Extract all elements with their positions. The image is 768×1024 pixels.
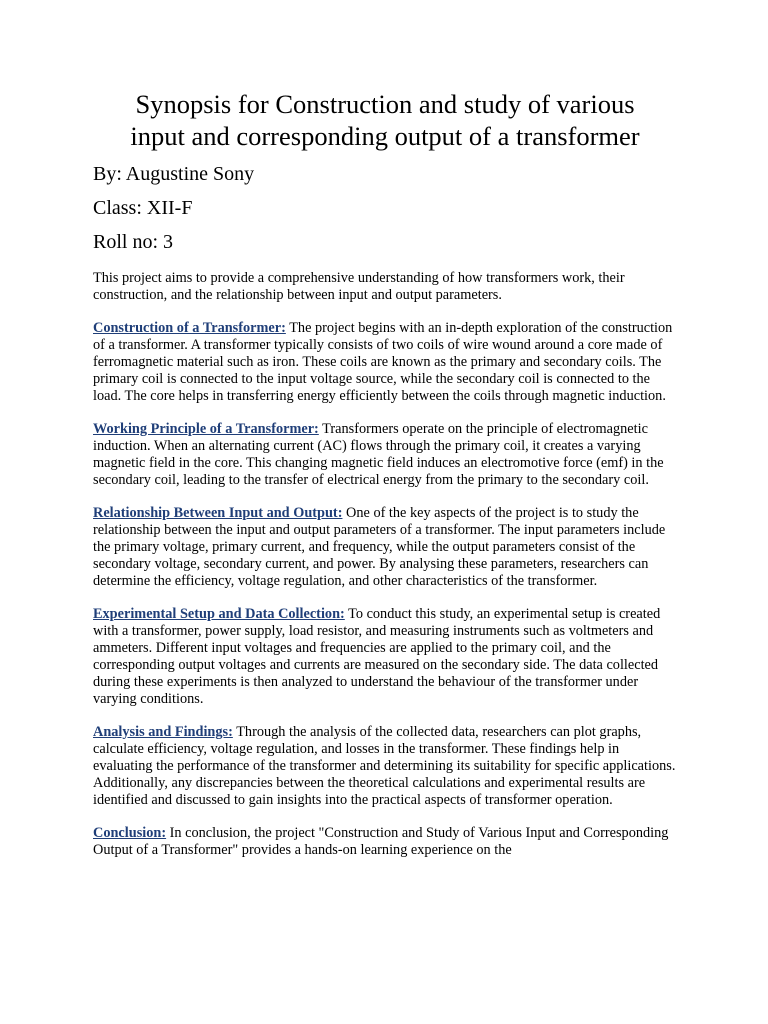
section-conclusion <box>93 825 677 859</box>
section-experimental-setup <box>93 606 677 708</box>
section-working-principle <box>93 421 677 489</box>
section-heading-conclusion: Conclusion: <box>93 825 167 841</box>
section-analysis <box>93 724 677 809</box>
document-page <box>93 88 677 859</box>
section-heading-experimental-setup: Experimental Setup and Data Collection: <box>93 606 345 622</box>
section-body-relationship: One of the key aspects of the project is to study the relationship between the input and output parameters of a transformer. The input parameters include the primary voltage, primary current, and frequency, while the output parameters consist of the secondary voltage, secondary current, and power. By analysing these parameters, researchers can determine the efficiency, voltage regulation, and other characteristics of the transformer. <box>93 505 666 589</box>
roll-line: Roll no: 3 <box>93 231 174 253</box>
section-relationship <box>93 505 677 590</box>
class-line: Class: XII-F <box>93 197 193 219</box>
section-heading-working-principle: Working Principle of a Transformer: <box>93 421 319 437</box>
author-line: By: Augustine Sony <box>93 163 255 185</box>
section-heading-analysis: Analysis and Findings: <box>93 724 233 740</box>
section-body-analysis: Through the analysis of the collected data, researchers can plot graphs, calculate efficiency, voltage regulation, and losses in the transformer. These findings help in evaluating the performance of the transformer and determining its suitability for specific applications. Additionally, any discrepancies between the theoretical calculations and experimental results are identified and discussed to gain insights into the practical aspects of transformer operation. <box>93 724 676 808</box>
title-line-1: Synopsis for Construction and study of various <box>135 89 635 119</box>
section-construction <box>93 320 677 405</box>
section-heading-relationship: Relationship Between Input and Output: <box>93 505 343 521</box>
section-body-experimental-setup: To conduct this study, an experimental setup is created with a transformer, power supply, load resistor, and measuring instruments such as voltmeters and ammeters. Different input voltages and frequencies are applied to the primary coil, and the corresponding output voltages and currents are measured on the secondary side. The data collected during these experiments is then analyzed to understand the behaviour of the transformer under varying conditions. <box>93 606 661 707</box>
document-title <box>73 88 697 152</box>
section-body-working-principle: Transformers operate on the principle of electromagnetic induction. When an alternating current (AC) flows through the primary coil, it creates a varying magnetic field in the core. This changing magnetic field induces an electromotive force (emf) in the secondary coil, leading to the transfer of electrical energy from the primary to the secondary coil. <box>93 421 664 488</box>
section-body-construction: The project begins with an in-depth exploration of the construction of a transformer. A transformer typically consists of two coils of wire wound around a core made of ferromagnetic material such as iron. These coils are known as the primary and secondary coils. The primary coil is connected to the input voltage source, while the secondary coil is connected to the load. The core helps in transferring energy efficiently between the coils through magnetic induction. <box>93 320 673 404</box>
author-info <box>93 162 677 264</box>
title-line-2: input and corresponding output of a transformer <box>130 121 640 151</box>
section-heading-construction: Construction of a Transformer: <box>93 320 286 336</box>
section-body-conclusion: In conclusion, the project "Construction and Study of Various Input and Corresponding Output of a Transformer" provides a hands-on learning experience on the <box>93 825 669 858</box>
intro-paragraph: This project aims to provide a comprehensive understanding of how transformers work, their construction, and the relationship between input and output parameters. <box>93 270 625 303</box>
